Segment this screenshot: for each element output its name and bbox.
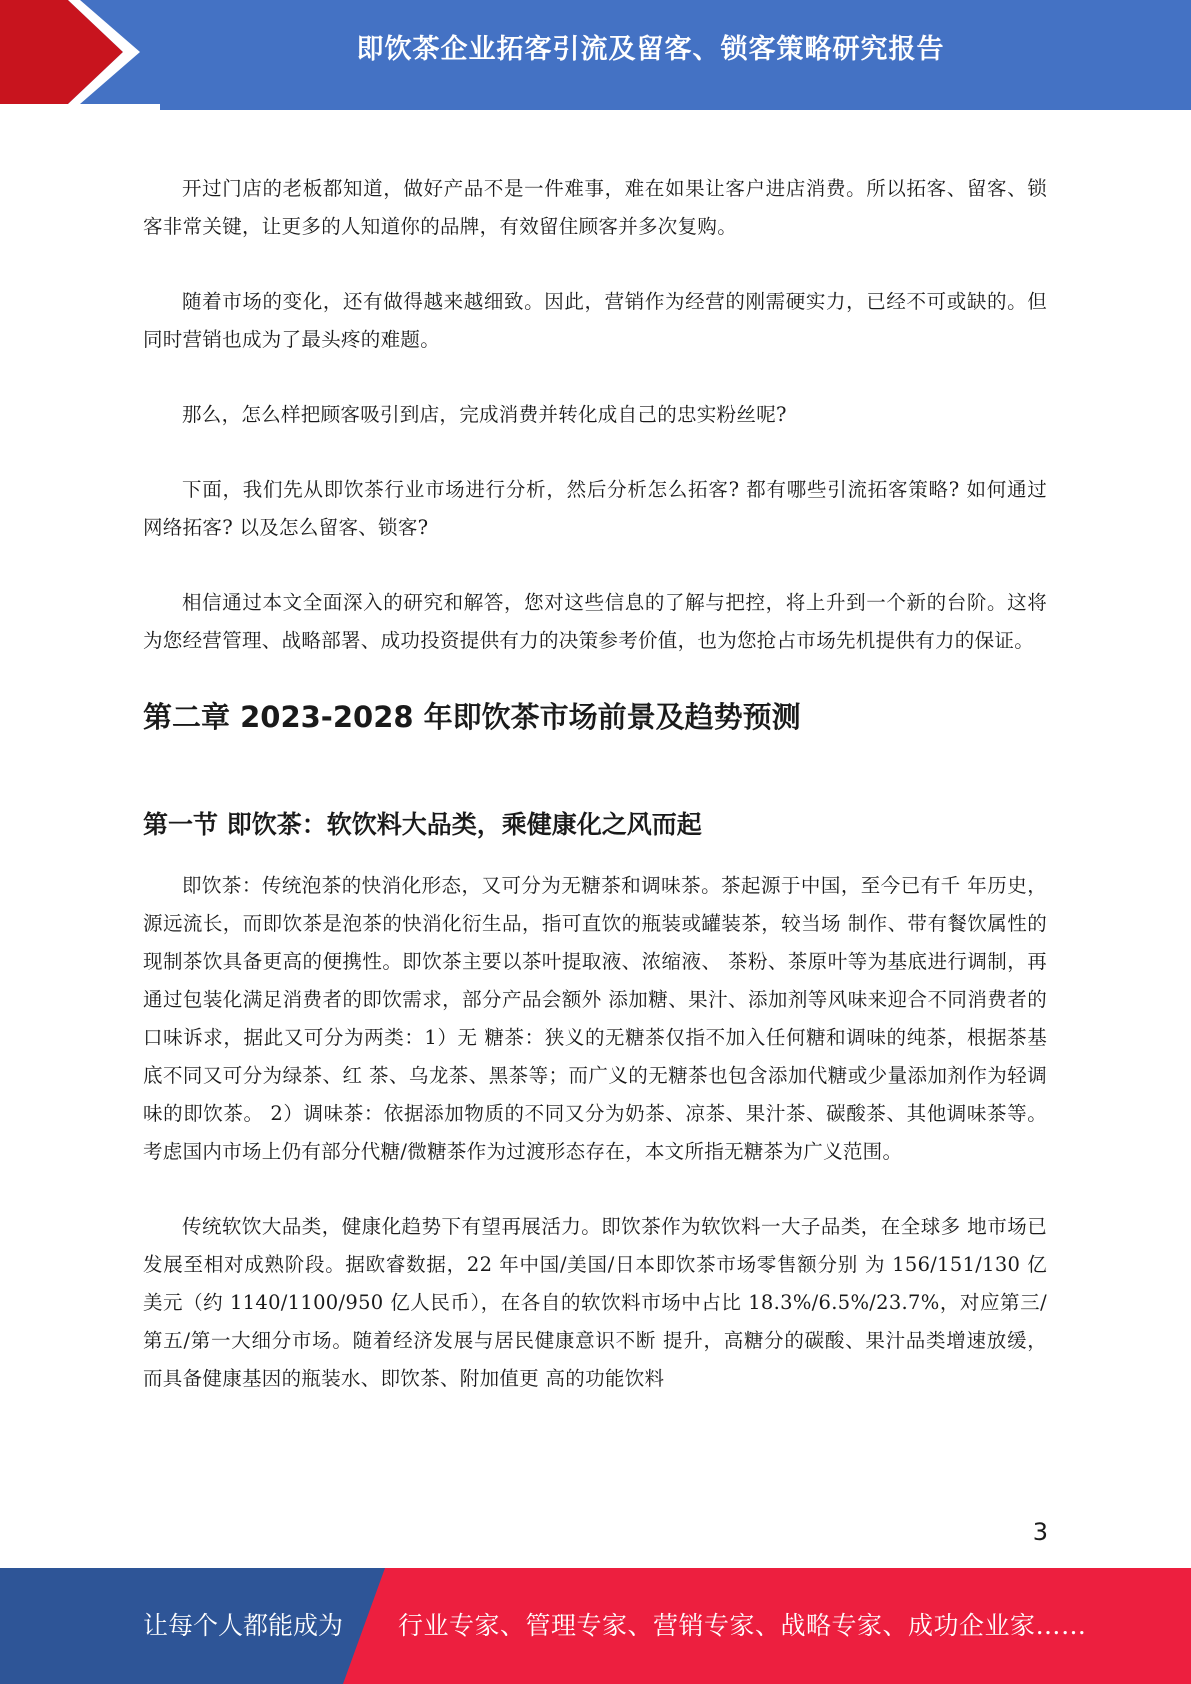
page-header — [0, 0, 1191, 110]
intro-paragraph: 随着市场的变化，还有做得越来越细致。因此，营销作为经营的刚需硬实力，已经不可或缺的。但同时营销也成为了最头疼的难题。 — [143, 290, 1047, 351]
page-number: 3 — [1032, 1518, 1048, 1546]
intro-paragraph: 下面，我们先从即饮茶行业市场进行分析，然后分析怎么拓客? 都有哪些引流拓客策略? 如何通过网络拓客? 以及怎么留客、锁客? — [143, 478, 1047, 539]
footer-slogan-left: 让每个人都能成为 — [143, 1611, 344, 1640]
section-paragraph: 即饮茶：传统泡茶的快消化形态，又可分为无糖茶和调味茶。茶起源于中国，至今已有千 年历史，源远流长，而即饮茶是泡茶的快消化衍生品，指可直饮的瓶装或罐装茶，较当场 制作、带有餐饮属性的现制茶饮具备更高的便携性。即饮茶主要以茶叶提取液、浓缩液、 茶粉、茶原叶等为基底进行调制，再通过包装化满足消费者的即饮需求，部分产品会额外 添加糖、果汁、添加剂等风味来迎合不同消费者的口味诉求，据此又可分为两类：1）无 糖茶：狭义的无糖茶仅指不加入任何糖和调味的纯茶，根据茶基底不同又可分为绿茶、红 茶、乌龙茶、黑茶等；而广义的无糖茶也包含添加代糖或少量添加剂作为轻调味的即饮茶。 2）调味茶：依据添加物质的不同又分为奶茶、凉茶、果汁茶、碳酸茶、其他调味茶等。 考虑国内市场上仍有部分代糖/微糖茶作为过渡形态存在，本文所指无糖茶为广义范围。 — [143, 874, 1047, 1163]
section-title: 第一节 即饮茶：软饮料大品类，乘健康化之风而起 — [143, 810, 702, 839]
intro-paragraph: 那么，怎么样把顾客吸引到店，完成消费并转化成自己的忠实粉丝呢? — [182, 403, 787, 426]
section-paragraph: 传统软饮大品类，健康化趋势下有望再展活力。即饮茶作为软饮料一大子品类，在全球多 地市场已发展至相对成熟阶段。据欧睿数据，22 年中国/美国/日本即饮茶市场零售额分别 为 156/151/130 亿美元（约 1140/1100/950 亿人民币），在各自的软饮料市场中占比 18.3%/6.5%/23.7%，对应第三/第五/第一大细分市场。随着经济发展与居民健康意识不断 提升，高糖分的碳酸、果汁品类增速放缓，而具备健康基因的瓶装水、即饮茶、附加值更 高的功能饮料 — [143, 1215, 1047, 1390]
page-content — [143, 170, 1047, 1435]
header-arrow-decoration — [0, 0, 160, 110]
intro-paragraph: 开过门店的老板都知道，做好产品不是一件难事，难在如果让客户进店消费。所以拓客、留客、锁客非常关键，让更多的人知道你的品牌，有效留住顾客并多次复购。 — [143, 177, 1047, 238]
footer-slogan-right: 行业专家、管理专家、营销专家、战略专家、成功企业家…… — [398, 1611, 1087, 1640]
intro-paragraph: 相信通过本文全面深入的研究和解答，您对这些信息的了解与把控，将上升到一个新的台阶。这将为您经营管理、战略部署、成功投资提供有力的决策参考价值，也为您抢占市场先机提供有力的保证。 — [143, 591, 1047, 652]
page-footer — [0, 1568, 1191, 1684]
report-title: 即饮茶企业拓客引流及留客、锁客策略研究报告 — [356, 34, 945, 65]
chapter-title: 第二章 2023-2028 年即饮茶市场前景及趋势预测 — [143, 700, 801, 734]
